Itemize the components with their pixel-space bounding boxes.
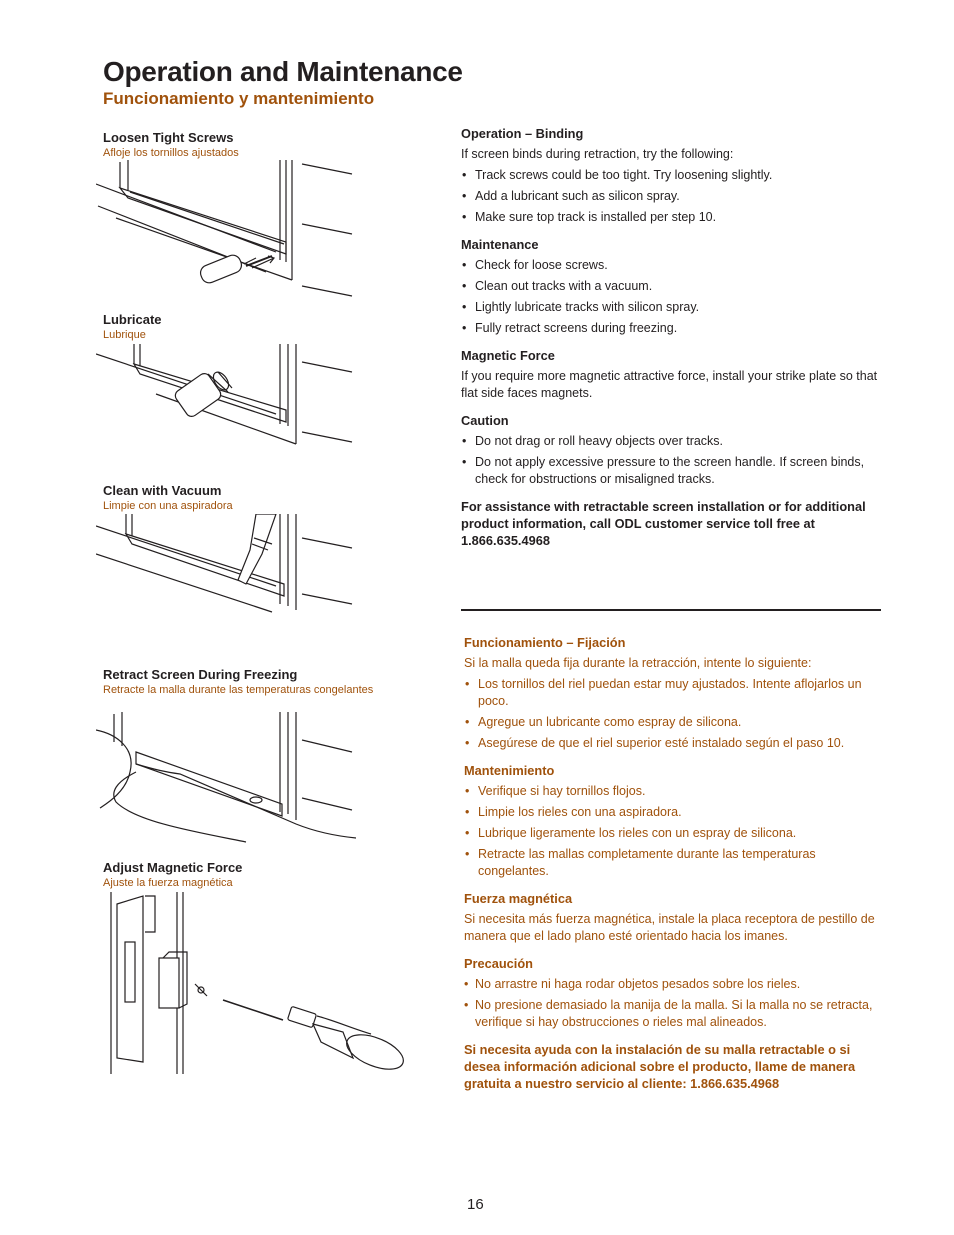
section-heading: Precaución	[464, 956, 533, 971]
section-text: If you require more magnetic attractive force, install your strike plate so that flat side faces magnets.	[461, 369, 878, 400]
figure-heading: Clean with Vacuum	[103, 483, 222, 498]
section-heading: Operation – Binding	[461, 126, 584, 141]
magnetic-force-illustration	[103, 892, 413, 1076]
page-number: 16	[467, 1196, 484, 1213]
bullet-list	[461, 433, 881, 488]
figure-3-caption	[103, 483, 233, 512]
list-item: • Do not apply excessive pressure to the screen handle. If screen binds, check for obstructions or misaligned tracks.	[461, 454, 881, 488]
list-item: • Add a lubricant such as silicon spray.	[461, 188, 881, 205]
list-item: • Agregue un lubricante como espray de silicona.	[464, 714, 884, 731]
figure-1-caption	[103, 130, 239, 159]
figure-subheading: Limpie con una aspiradora	[103, 500, 233, 512]
figure-4-caption	[103, 667, 373, 696]
maintenance-section-es	[464, 762, 884, 880]
section-heading: Mantenimiento	[464, 763, 555, 778]
bullet-list	[461, 167, 881, 226]
list-item: • Los tornillos del riel puedan estar muy ajustados. Intente aflojarlos un poco.	[464, 676, 884, 710]
list-item: • Clean out tracks with a vacuum.	[461, 278, 881, 295]
section-intro: If screen binds during retraction, try the following:	[461, 147, 734, 161]
lubricate-illustration	[96, 344, 356, 474]
list-item: • Track screws could be too tight. Try loosening slightly.	[461, 167, 881, 184]
figure-heading: Loosen Tight Screws	[103, 130, 234, 145]
section-heading: Caution	[461, 413, 509, 428]
figure-subheading: Ajuste la fuerza magnética	[103, 877, 233, 889]
figure-heading: Adjust Magnetic Force	[103, 860, 243, 875]
figure-subheading: Lubrique	[103, 329, 146, 341]
magnetic-force-section	[461, 347, 881, 402]
binding-section	[461, 125, 881, 226]
page-subtitle: Funcionamiento y mantenimiento	[103, 89, 375, 108]
section-heading: Funcionamiento – Fijación	[464, 635, 626, 650]
list-item: • Do not drag or roll heavy objects over tracks.	[461, 433, 881, 450]
section-text: Si necesita más fuerza magnética, instale la placa receptora de pestillo de manera que el lado plano esté orientado hacia los imanes.	[464, 912, 875, 943]
caution-section	[461, 412, 881, 488]
caution-section-es	[464, 955, 884, 1031]
retract-screen-illustration	[96, 712, 356, 852]
list-item: • Verifique si hay tornillos flojos.	[464, 783, 884, 800]
section-divider	[461, 609, 881, 611]
figure-subheading: Afloje los tornillos ajustados	[103, 147, 239, 159]
bullet-list	[461, 257, 881, 337]
binding-section-es	[464, 634, 884, 752]
section-intro: Si la malla queda fija durante la retracción, intente lo siguiente:	[464, 656, 812, 670]
list-item: • Lightly lubricate tracks with silicon spray.	[461, 299, 881, 316]
vacuum-illustration	[96, 514, 356, 614]
list-item: • Make sure top track is installed per step 10.	[461, 209, 881, 226]
spanish-instructions	[464, 634, 884, 1092]
section-heading: Maintenance	[461, 237, 539, 252]
figure-2-caption	[103, 312, 162, 341]
english-instructions	[461, 125, 881, 549]
section-heading: Magnetic Force	[461, 348, 555, 363]
list-item: • Retracte las mallas completamente durante las temperaturas congelantes.	[464, 846, 884, 880]
bullet-list	[464, 783, 884, 880]
magnetic-force-section-es	[464, 890, 884, 945]
list-item: • Asegúrese de que el riel superior esté instalado según el paso 10.	[464, 735, 884, 752]
figure-5-caption	[103, 860, 242, 889]
list-item: • Check for loose screws.	[461, 257, 881, 274]
list-item: • No arrastre ni haga rodar objetos pesados sobre los rieles.	[464, 976, 884, 993]
bullet-list	[464, 676, 884, 752]
figure-heading: Lubricate	[103, 312, 162, 327]
list-item: • Fully retract screens during freezing.	[461, 320, 881, 337]
figure-heading: Retract Screen During Freezing	[103, 667, 298, 682]
assistance-callout: For assistance with retractable screen installation or for additional product information, call ODL customer service toll free at 1.866.635.4968	[461, 499, 866, 548]
list-item: • No presione demasiado la manija de la malla. Si la malla no se retracta, verifique si hay obstrucciones o rieles mal alineados.	[464, 997, 884, 1031]
page-title: Operation and Maintenance	[103, 56, 463, 87]
loosen-screws-illustration	[96, 160, 356, 300]
figure-subheading: Retracte la malla durante las temperaturas congelantes	[103, 684, 374, 696]
section-heading: Fuerza magnética	[464, 891, 573, 906]
bullet-list	[464, 976, 884, 1031]
list-item: • Lubrique ligeramente los rieles con un espray de silicona.	[464, 825, 884, 842]
assistance-callout-es: Si necesita ayuda con la instalación de su malla retractable o si desea información adicional sobre el producto, llame de manera gratuita a nuestro servicio al cliente: 1.866.635.4968	[464, 1042, 856, 1091]
maintenance-section	[461, 236, 881, 337]
list-item: • Limpie los rieles con una aspiradora.	[464, 804, 884, 821]
